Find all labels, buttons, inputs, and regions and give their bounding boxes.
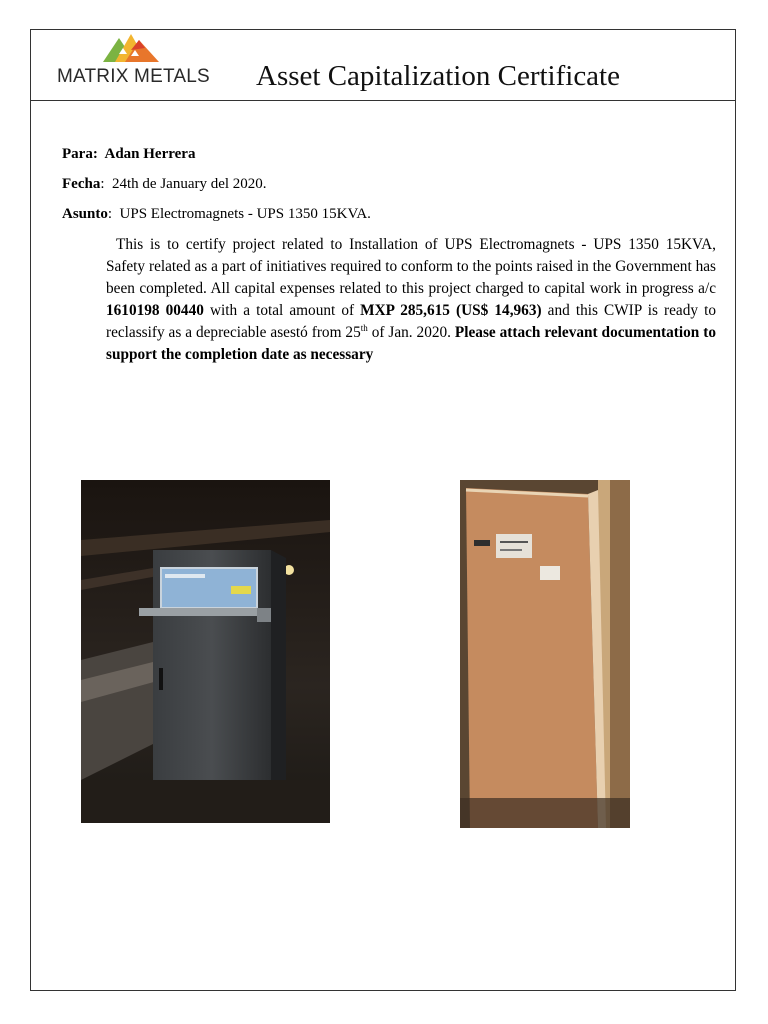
- header-divider: [30, 100, 736, 101]
- body-part2: with a total amount of: [203, 302, 361, 319]
- certificate-body: [106, 234, 716, 366]
- asunto-label: Asunto: [62, 206, 108, 222]
- fecha-label: Fecha: [62, 176, 101, 192]
- fecha-value: 24th de January del 2020.: [112, 176, 267, 192]
- ups-cabinet-photo: [81, 480, 330, 823]
- asunto-value: UPS Electromagnets - UPS 1350 15KVA.: [119, 206, 371, 222]
- body-part1: This is to certify project related to Installation of UPS Electromagnets - UPS 1350 15KVA, Safety related as a part of initiatives required to conform to the points raised in the Government has been completed. All capital expenses related to this project charged to capital work in progress a/c: [106, 236, 716, 297]
- account-number: 1610198 00440: [106, 302, 204, 319]
- documentation-note: Please attach relevant documentation to support the completion date as necessary: [106, 324, 716, 363]
- field-para: Para: Adan Herrera: [62, 146, 196, 162]
- para-label: Para: [62, 146, 93, 162]
- logo-mountain-icon: [101, 28, 161, 64]
- document-title: Asset Capitalization Certificate: [256, 60, 620, 92]
- body-part3: and this CWIP is ready to reclassify as a depreciable asestó from 25: [106, 302, 716, 341]
- logo-text: MATRIX METALS: [57, 66, 210, 87]
- boxed-equipment-photo: [460, 480, 630, 828]
- field-fecha: Fecha: 24th de January del 2020.: [62, 176, 267, 192]
- total-amount: MXP 285,615 (US$ 14,963): [360, 302, 542, 319]
- date-superscript: th: [360, 322, 368, 333]
- company-logo: [57, 28, 210, 92]
- field-asunto: Asunto: UPS Electromagnets - UPS 1350 15KVA.: [62, 206, 371, 222]
- para-value: Adan Herrera: [104, 146, 196, 162]
- body-part4: of Jan. 2020.: [367, 324, 455, 341]
